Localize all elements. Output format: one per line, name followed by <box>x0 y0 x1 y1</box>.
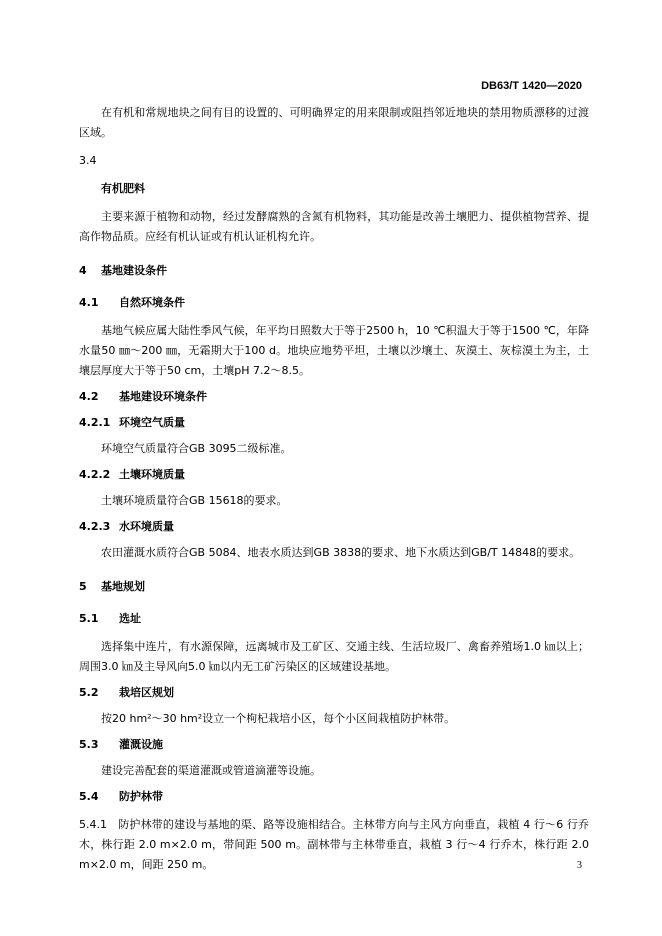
section-heading <box>79 387 589 407</box>
standard-code: DB63/T 1420—2020 <box>481 80 582 92</box>
section-number: 5.4 <box>79 790 99 803</box>
section-title: 栽培区规划 <box>119 686 174 699</box>
section-text: 环境空气质量符合GB 3095二级标准。 <box>101 442 292 455</box>
definition-text: 主要来源于植物和动物，经过发酵腐熟的含氮有机物料，其功能是改善土壤肥力、提供植物营养、提高作物品质。应经有机认证或有机认证机构允许。 <box>79 210 589 243</box>
section-heading <box>79 413 589 433</box>
section-title: 水环境质量 <box>119 520 174 533</box>
section-title: 自然环境条件 <box>119 296 185 309</box>
section-heading <box>79 293 589 313</box>
section-title: 防护林带 <box>119 790 163 803</box>
section-number: 4.2.1 <box>79 416 111 429</box>
section-number: 4 <box>79 264 87 277</box>
definition-text: 在有机和常规地块之间有目的设置的、可明确界定的用来限制或阻挡邻近地块的禁用物质漂移的过渡区域。 <box>79 106 589 139</box>
section-text: 选择集中连片，有水源保障，远离城市及工矿区、交通主线、生活垃圾厂、禽畜养殖场1.0 ㎞以上；周围3.0 ㎞及主导风向5.0 ㎞以内无工矿污染区的区域建设基地。 <box>79 640 589 673</box>
document-body <box>79 103 589 875</box>
section-number: 5.2 <box>79 686 99 699</box>
section-text: 建设完善配套的渠道灌溉或管道滴灌等设施。 <box>101 764 321 777</box>
section-title: 环境空气质量 <box>119 416 185 429</box>
section-title: 基地建设环境条件 <box>119 390 207 403</box>
term-title: 有机肥料 <box>101 182 145 195</box>
section-heading <box>79 517 589 537</box>
section-text: 按20 hm²～30 hm²设立一个枸杞栽培小区，每个小区间栽植防护林带。 <box>101 712 456 725</box>
section-heading <box>79 735 589 755</box>
term-number: 3.4 <box>79 154 97 167</box>
section-text: 土壤环境质量符合GB 15618的要求。 <box>101 494 288 507</box>
section-text: 农田灌溉水质符合GB 5084、地表水质达到GB 3838的要求、地下水质达到GB/T 14848的要求。 <box>101 546 581 559</box>
section-heading <box>79 261 589 281</box>
clause-text: 5.4.1 防护林带的建设与基地的渠、路等设施相结合。主林带方向与主风方向垂直，栽植 4 行～6 行乔木，株行距 2.0 m×2.0 m，带间距 500 m。副林带与主林带垂直，栽植 3 行～4 行乔木，株行距 2.0 m×2.0 m，间距 250 m。 <box>79 818 589 871</box>
section-heading <box>79 683 589 703</box>
section-title: 基地建设条件 <box>101 264 167 277</box>
section-title: 土壤环境质量 <box>119 468 185 481</box>
section-number: 4.1 <box>79 296 99 309</box>
section-text: 基地气候应属大陆性季风气候，年平均日照数大于等于2500 h，10 ℃积温大于等于1500 ℃，年降水量50 ㎜～200 ㎜，无霜期大于100 d。地块应地势平坦，土壤以沙壤土、灰漠土、灰棕漠土为主，土壤层厚度大于等于50 cm，土壤pH 7.2～8.5。 <box>79 324 589 377</box>
section-heading <box>79 609 589 629</box>
section-heading <box>79 465 589 485</box>
section-number: 5 <box>79 580 87 593</box>
section-heading <box>79 577 589 597</box>
section-number: 5.1 <box>79 612 99 625</box>
section-title: 选址 <box>119 612 141 625</box>
section-number: 4.2 <box>79 390 99 403</box>
section-heading <box>79 787 589 807</box>
section-title: 基地规划 <box>101 580 145 593</box>
section-number: 4.2.3 <box>79 520 111 533</box>
section-number: 4.2.2 <box>79 468 111 481</box>
section-number: 5.3 <box>79 738 99 751</box>
section-title: 灌溉设施 <box>119 738 163 751</box>
page-number: 3 <box>577 860 582 871</box>
